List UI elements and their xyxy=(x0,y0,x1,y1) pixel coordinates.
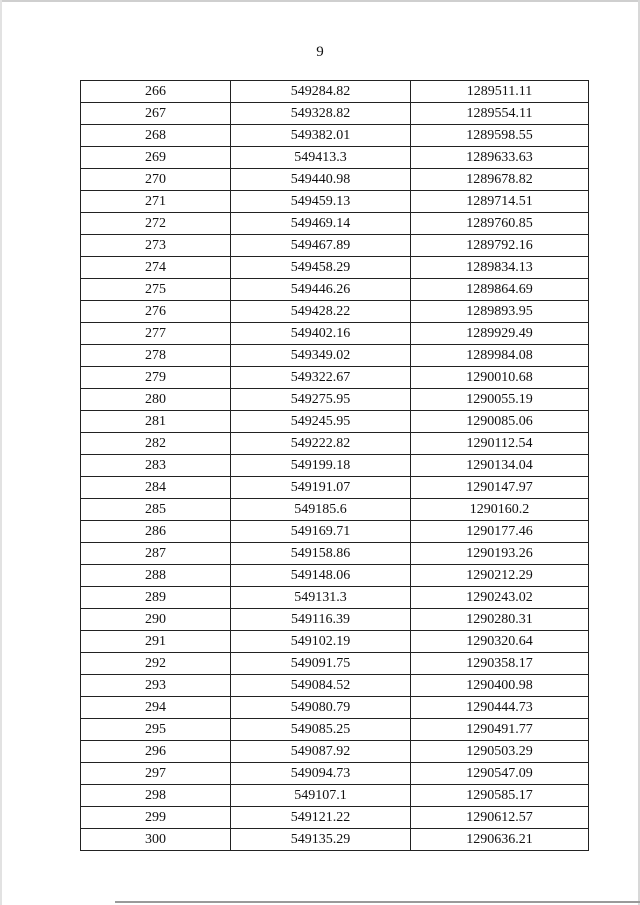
y-coordinate-cell: 1289834.13 xyxy=(411,257,589,279)
x-coordinate-cell: 549091.75 xyxy=(231,653,411,675)
point-number-cell: 275 xyxy=(81,279,231,301)
x-coordinate-cell: 549428.22 xyxy=(231,301,411,323)
table-row xyxy=(81,741,589,763)
x-coordinate-cell: 549094.73 xyxy=(231,763,411,785)
point-number-cell: 300 xyxy=(81,829,231,851)
y-coordinate-cell: 1290585.17 xyxy=(411,785,589,807)
table-row xyxy=(81,323,589,345)
table-row xyxy=(81,697,589,719)
x-coordinate-cell: 549080.79 xyxy=(231,697,411,719)
point-number-cell: 294 xyxy=(81,697,231,719)
y-coordinate-cell: 1290147.97 xyxy=(411,477,589,499)
y-coordinate-cell: 1289864.69 xyxy=(411,279,589,301)
x-coordinate-cell: 549459.13 xyxy=(231,191,411,213)
y-coordinate-cell: 1290491.77 xyxy=(411,719,589,741)
page-edge-left xyxy=(0,0,2,905)
point-number-cell: 279 xyxy=(81,367,231,389)
x-coordinate-cell: 549158.86 xyxy=(231,543,411,565)
x-coordinate-cell: 549085.25 xyxy=(231,719,411,741)
table-row xyxy=(81,367,589,389)
point-number-cell: 277 xyxy=(81,323,231,345)
table-row xyxy=(81,213,589,235)
table-row xyxy=(81,829,589,851)
y-coordinate-cell: 1290193.26 xyxy=(411,543,589,565)
y-coordinate-cell: 1290547.09 xyxy=(411,763,589,785)
point-number-cell: 296 xyxy=(81,741,231,763)
table-row xyxy=(81,125,589,147)
point-number-cell: 292 xyxy=(81,653,231,675)
x-coordinate-cell: 549322.67 xyxy=(231,367,411,389)
x-coordinate-cell: 549148.06 xyxy=(231,565,411,587)
y-coordinate-cell: 1290134.04 xyxy=(411,455,589,477)
point-number-cell: 271 xyxy=(81,191,231,213)
y-coordinate-cell: 1289760.85 xyxy=(411,213,589,235)
x-coordinate-cell: 549185.6 xyxy=(231,499,411,521)
table-row xyxy=(81,81,589,103)
coordinates-table-body xyxy=(81,81,589,851)
table-row xyxy=(81,103,589,125)
x-coordinate-cell: 549084.52 xyxy=(231,675,411,697)
point-number-cell: 298 xyxy=(81,785,231,807)
x-coordinate-cell: 549121.22 xyxy=(231,807,411,829)
y-coordinate-cell: 1289714.51 xyxy=(411,191,589,213)
y-coordinate-cell: 1289598.55 xyxy=(411,125,589,147)
y-coordinate-cell: 1290160.2 xyxy=(411,499,589,521)
point-number-cell: 266 xyxy=(81,81,231,103)
y-coordinate-cell: 1290400.98 xyxy=(411,675,589,697)
x-coordinate-cell: 549135.29 xyxy=(231,829,411,851)
x-coordinate-cell: 549087.92 xyxy=(231,741,411,763)
table-row xyxy=(81,389,589,411)
point-number-cell: 278 xyxy=(81,345,231,367)
x-coordinate-cell: 549446.26 xyxy=(231,279,411,301)
table-row xyxy=(81,499,589,521)
y-coordinate-cell: 1289511.11 xyxy=(411,81,589,103)
point-number-cell: 274 xyxy=(81,257,231,279)
y-coordinate-cell: 1289554.11 xyxy=(411,103,589,125)
page-edge-top xyxy=(0,0,640,2)
y-coordinate-cell: 1289929.49 xyxy=(411,323,589,345)
table-row xyxy=(81,411,589,433)
table-row xyxy=(81,147,589,169)
point-number-cell: 270 xyxy=(81,169,231,191)
table-row xyxy=(81,675,589,697)
x-coordinate-cell: 549107.1 xyxy=(231,785,411,807)
y-coordinate-cell: 1290085.06 xyxy=(411,411,589,433)
y-coordinate-cell: 1289893.95 xyxy=(411,301,589,323)
y-coordinate-cell: 1290177.46 xyxy=(411,521,589,543)
table-row xyxy=(81,477,589,499)
y-coordinate-cell: 1289633.63 xyxy=(411,147,589,169)
point-number-cell: 286 xyxy=(81,521,231,543)
point-number-cell: 281 xyxy=(81,411,231,433)
x-coordinate-cell: 549199.18 xyxy=(231,455,411,477)
table-row xyxy=(81,609,589,631)
x-coordinate-cell: 549222.82 xyxy=(231,433,411,455)
point-number-cell: 267 xyxy=(81,103,231,125)
x-coordinate-cell: 549275.95 xyxy=(231,389,411,411)
x-coordinate-cell: 549131.3 xyxy=(231,587,411,609)
point-number-cell: 297 xyxy=(81,763,231,785)
y-coordinate-cell: 1290243.02 xyxy=(411,587,589,609)
x-coordinate-cell: 549284.82 xyxy=(231,81,411,103)
table-row xyxy=(81,433,589,455)
y-coordinate-cell: 1290358.17 xyxy=(411,653,589,675)
point-number-cell: 283 xyxy=(81,455,231,477)
y-coordinate-cell: 1289678.82 xyxy=(411,169,589,191)
table-row xyxy=(81,235,589,257)
point-number-cell: 290 xyxy=(81,609,231,631)
point-number-cell: 289 xyxy=(81,587,231,609)
x-coordinate-cell: 549469.14 xyxy=(231,213,411,235)
table-row xyxy=(81,653,589,675)
x-coordinate-cell: 549191.07 xyxy=(231,477,411,499)
table-row xyxy=(81,191,589,213)
table-row xyxy=(81,455,589,477)
point-number-cell: 287 xyxy=(81,543,231,565)
point-number-cell: 285 xyxy=(81,499,231,521)
point-number-cell: 291 xyxy=(81,631,231,653)
y-coordinate-cell: 1290055.19 xyxy=(411,389,589,411)
table-row xyxy=(81,521,589,543)
y-coordinate-cell: 1290444.73 xyxy=(411,697,589,719)
x-coordinate-cell: 549328.82 xyxy=(231,103,411,125)
point-number-cell: 282 xyxy=(81,433,231,455)
point-number-cell: 288 xyxy=(81,565,231,587)
table-row xyxy=(81,785,589,807)
table-row xyxy=(81,565,589,587)
y-coordinate-cell: 1290212.29 xyxy=(411,565,589,587)
y-coordinate-cell: 1290636.21 xyxy=(411,829,589,851)
coordinates-table xyxy=(80,80,589,851)
y-coordinate-cell: 1289984.08 xyxy=(411,345,589,367)
x-coordinate-cell: 549245.95 xyxy=(231,411,411,433)
point-number-cell: 299 xyxy=(81,807,231,829)
x-coordinate-cell: 549467.89 xyxy=(231,235,411,257)
table-row xyxy=(81,257,589,279)
x-coordinate-cell: 549169.71 xyxy=(231,521,411,543)
y-coordinate-cell: 1290320.64 xyxy=(411,631,589,653)
table-row xyxy=(81,763,589,785)
y-coordinate-cell: 1290280.31 xyxy=(411,609,589,631)
y-coordinate-cell: 1290112.54 xyxy=(411,433,589,455)
table-row xyxy=(81,345,589,367)
table-row xyxy=(81,301,589,323)
x-coordinate-cell: 549116.39 xyxy=(231,609,411,631)
x-coordinate-cell: 549413.3 xyxy=(231,147,411,169)
y-coordinate-cell: 1290010.68 xyxy=(411,367,589,389)
table-row xyxy=(81,587,589,609)
y-coordinate-cell: 1290503.29 xyxy=(411,741,589,763)
table-row xyxy=(81,719,589,741)
point-number-cell: 272 xyxy=(81,213,231,235)
table-row xyxy=(81,543,589,565)
x-coordinate-cell: 549382.01 xyxy=(231,125,411,147)
x-coordinate-cell: 549458.29 xyxy=(231,257,411,279)
y-coordinate-cell: 1290612.57 xyxy=(411,807,589,829)
point-number-cell: 269 xyxy=(81,147,231,169)
page-edge-bottom xyxy=(115,901,640,903)
table-row xyxy=(81,279,589,301)
table-row xyxy=(81,807,589,829)
x-coordinate-cell: 549349.02 xyxy=(231,345,411,367)
point-number-cell: 284 xyxy=(81,477,231,499)
point-number-cell: 268 xyxy=(81,125,231,147)
x-coordinate-cell: 549102.19 xyxy=(231,631,411,653)
table-row xyxy=(81,631,589,653)
point-number-cell: 276 xyxy=(81,301,231,323)
page-number: 9 xyxy=(316,44,324,60)
y-coordinate-cell: 1289792.16 xyxy=(411,235,589,257)
table-row xyxy=(81,169,589,191)
x-coordinate-cell: 549402.16 xyxy=(231,323,411,345)
point-number-cell: 293 xyxy=(81,675,231,697)
point-number-cell: 280 xyxy=(81,389,231,411)
point-number-cell: 295 xyxy=(81,719,231,741)
x-coordinate-cell: 549440.98 xyxy=(231,169,411,191)
point-number-cell: 273 xyxy=(81,235,231,257)
